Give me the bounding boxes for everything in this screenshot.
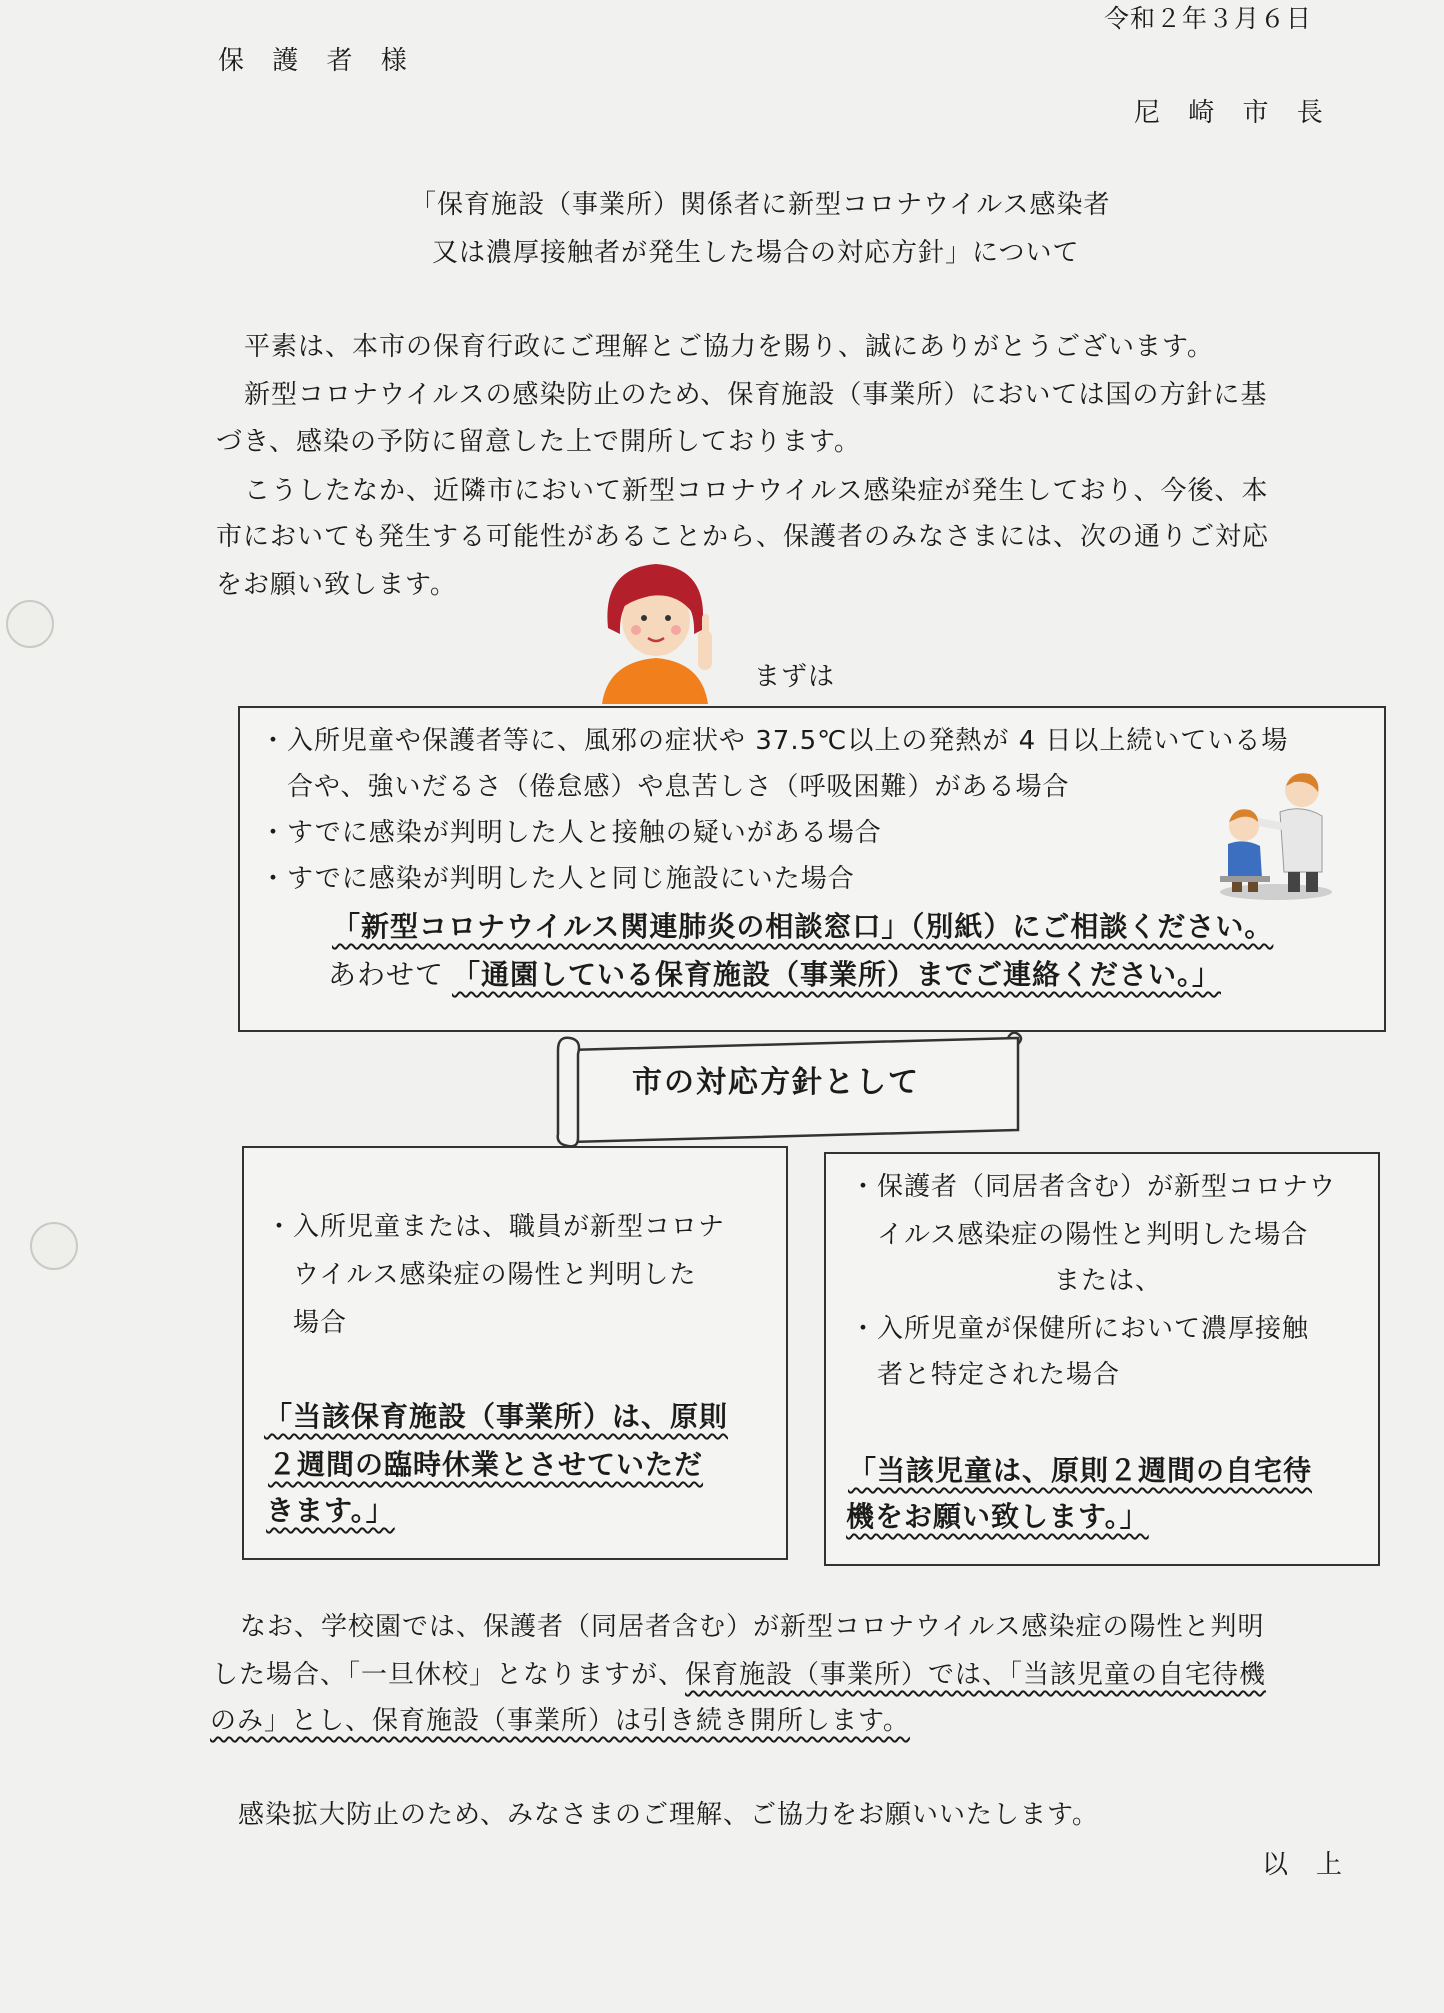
contact-action: 「通園している保育施設（事業所）までご連絡ください。」 xyxy=(452,958,1222,991)
first-bullet-1-cont: 合や、強いだるさ（倦怠感）や息苦しさ（呼吸困難）がある場合 xyxy=(260,772,1070,802)
woman-pointing-illustration xyxy=(598,558,724,704)
note-line-1: なお、学校園では、保護者（同居者含む）が新型コロナウイルス感染症の陽性と判明 xyxy=(240,1612,1265,1642)
right-result-1: 「当該児童は、原則２週間の自宅待 xyxy=(848,1454,1313,1487)
intro-line-6: をお願い致します。 xyxy=(216,570,457,600)
addressee: 保 護 者 様 xyxy=(218,46,417,76)
contact-action-prefix: あわせて xyxy=(328,958,445,991)
first-bullet-3: ・すでに感染が判明した人と同じ施設にいた場合 xyxy=(260,864,855,894)
note-line-2-underlined: 保育施設（事業所）では、「当該児童の自宅待機 xyxy=(685,1660,1267,1690)
intro-line-1: 平素は、本市の保育行政にご理解とご協力を賜り、誠にありがとうございます。 xyxy=(244,332,1214,362)
right-condition-2: イルス感染症の陽性と判明した場合 xyxy=(850,1220,1309,1250)
closing-end: 以 上 xyxy=(1262,1850,1344,1880)
first-heading: まずは xyxy=(754,662,836,692)
intro-line-4: こうしたなか、近隣市において新型コロナウイルス感染症が発生しており、今後、本 xyxy=(244,476,1269,506)
consultation-action: 「新型コロナウイルス関連肺炎の相談窓口」（別紙）にご相談ください。 xyxy=(332,910,1274,943)
title-line-2: 又は濃厚接触者が発生した場合の対応方針」について xyxy=(432,238,1080,268)
right-condition-or: または、 xyxy=(1054,1266,1163,1296)
closing-text: 感染拡大防止のため、みなさまのご理解、ご協力をお願いいたします。 xyxy=(238,1800,1099,1830)
right-condition-1: ・保護者（同居者含む）が新型コロナウ xyxy=(850,1172,1337,1202)
right-condition-3: ・入所児童が保健所において濃厚接触 xyxy=(850,1314,1310,1344)
first-bullet-1: ・入所児童や保護者等に、風邪の症状や 37.5℃以上の発熱が 4 日以上続いている場 xyxy=(260,726,1289,756)
intro-line-5: 市においても発生する可能性があることから、保護者のみなさまには、次の通りご対応 xyxy=(216,522,1270,552)
right-condition-4: 者と特定された場合 xyxy=(850,1360,1121,1390)
right-result-2: 機をお願い致します。」 xyxy=(846,1500,1149,1533)
sender: 尼 崎 市 長 xyxy=(1134,98,1333,128)
punch-hole-top xyxy=(6,600,54,648)
left-condition-3: 場合 xyxy=(266,1308,348,1338)
punch-hole-bottom xyxy=(30,1222,78,1270)
policy-banner-label: 市の対応方針として xyxy=(632,1065,920,1100)
left-result-1: 「当該保育施設（事業所）は、原則 xyxy=(264,1400,729,1433)
note-line-3: のみ」とし、保育施設（事業所）は引き続き開所します。 xyxy=(210,1706,910,1736)
note-line-2 xyxy=(212,1658,1266,1692)
intro-line-3: づき、感染の予防に留意した上で開所しております。 xyxy=(216,427,861,457)
note-line-2-plain: した場合、「一旦休校」となりますが、 xyxy=(212,1660,686,1690)
left-condition-2: ウイルス感染症の陽性と判明した xyxy=(266,1260,697,1290)
first-bullet-2: ・すでに感染が判明した人と接触の疑いがある場合 xyxy=(260,818,882,848)
left-result-3: きます。」 xyxy=(266,1494,395,1527)
document-date: 令和２年３月６日 xyxy=(1104,4,1313,33)
doctor-child-illustration xyxy=(1214,768,1338,904)
left-result-2: ２週間の臨時休業とさせていただ xyxy=(268,1448,704,1481)
left-condition-1: ・入所児童または、職員が新型コロナ xyxy=(266,1212,726,1242)
title-line-1: 「保育施設（事業所）関係者に新型コロナウイルス感染者 xyxy=(410,190,1111,220)
intro-line-2: 新型コロナウイルスの感染防止のため、保育施設（事業所）においては国の方針に基 xyxy=(244,380,1268,410)
